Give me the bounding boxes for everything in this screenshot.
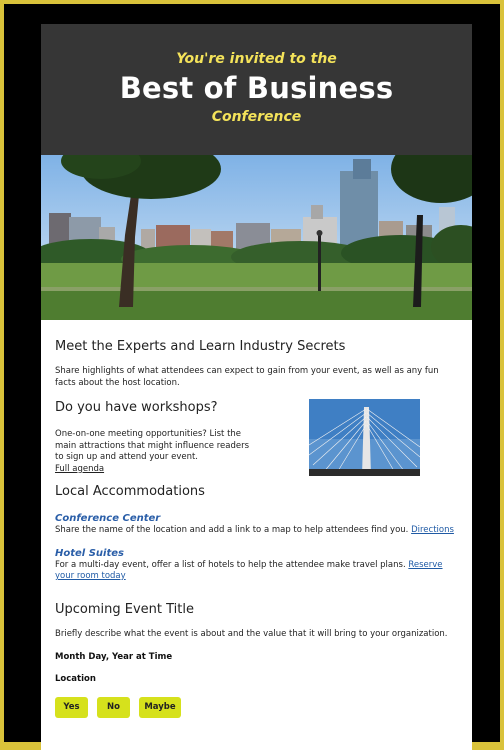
accommodations-heading: Local Accommodations [55,484,205,499]
hotel-suites-title: Hotel Suites [55,547,124,559]
directions-link[interactable]: Directions [411,525,454,535]
conference-center-title: Conference Center [55,513,161,524]
yes-button[interactable]: Yes [55,697,88,718]
hotel-suites-body: For a multi-day event, offer a list of hotels to help the attendee make travel plans. [55,559,406,570]
invitation-card [41,24,472,750]
invite-text: You're invited to the [176,51,337,67]
maybe-button[interactable]: Maybe [139,697,181,718]
event-body: Briefly describe what the event is about and the value that it will bring to your organization. [55,628,448,639]
header-banner [41,24,472,155]
city-park-photo [41,155,472,320]
rsvp-buttons [55,694,458,718]
accommodation-item [55,547,458,583]
email-frame [4,4,500,742]
workshops-heading: Do you have workshops? [55,400,218,415]
accommodation-item [55,512,458,537]
event-subtitle: Conference [211,109,302,125]
workshops-body: One-on-one meeting opportunities? List the main attractions that might influence readers to sign up and attend your event. [55,429,250,462]
full-agenda-link[interactable]: Full agenda [55,463,105,474]
no-button[interactable]: No [97,697,130,718]
bridge-photo [309,399,420,476]
experts-heading: Meet the Experts and Learn Industry Secrets [55,339,346,354]
event-location: Location [55,674,96,684]
conference-center-body: Share the name of the location and add a link to a map to help attendees find you. [55,525,409,535]
experts-body: Share highlights of what attendees can expect to gain from your event, as well as any fun facts about the host location. [55,366,439,388]
event-heading: Upcoming Event Title [55,601,195,617]
event-date: Month Day, Year at Time [55,652,173,662]
reserve-room-link[interactable]: Reserve your room today [55,559,443,581]
event-title: Best of Business [119,71,394,105]
